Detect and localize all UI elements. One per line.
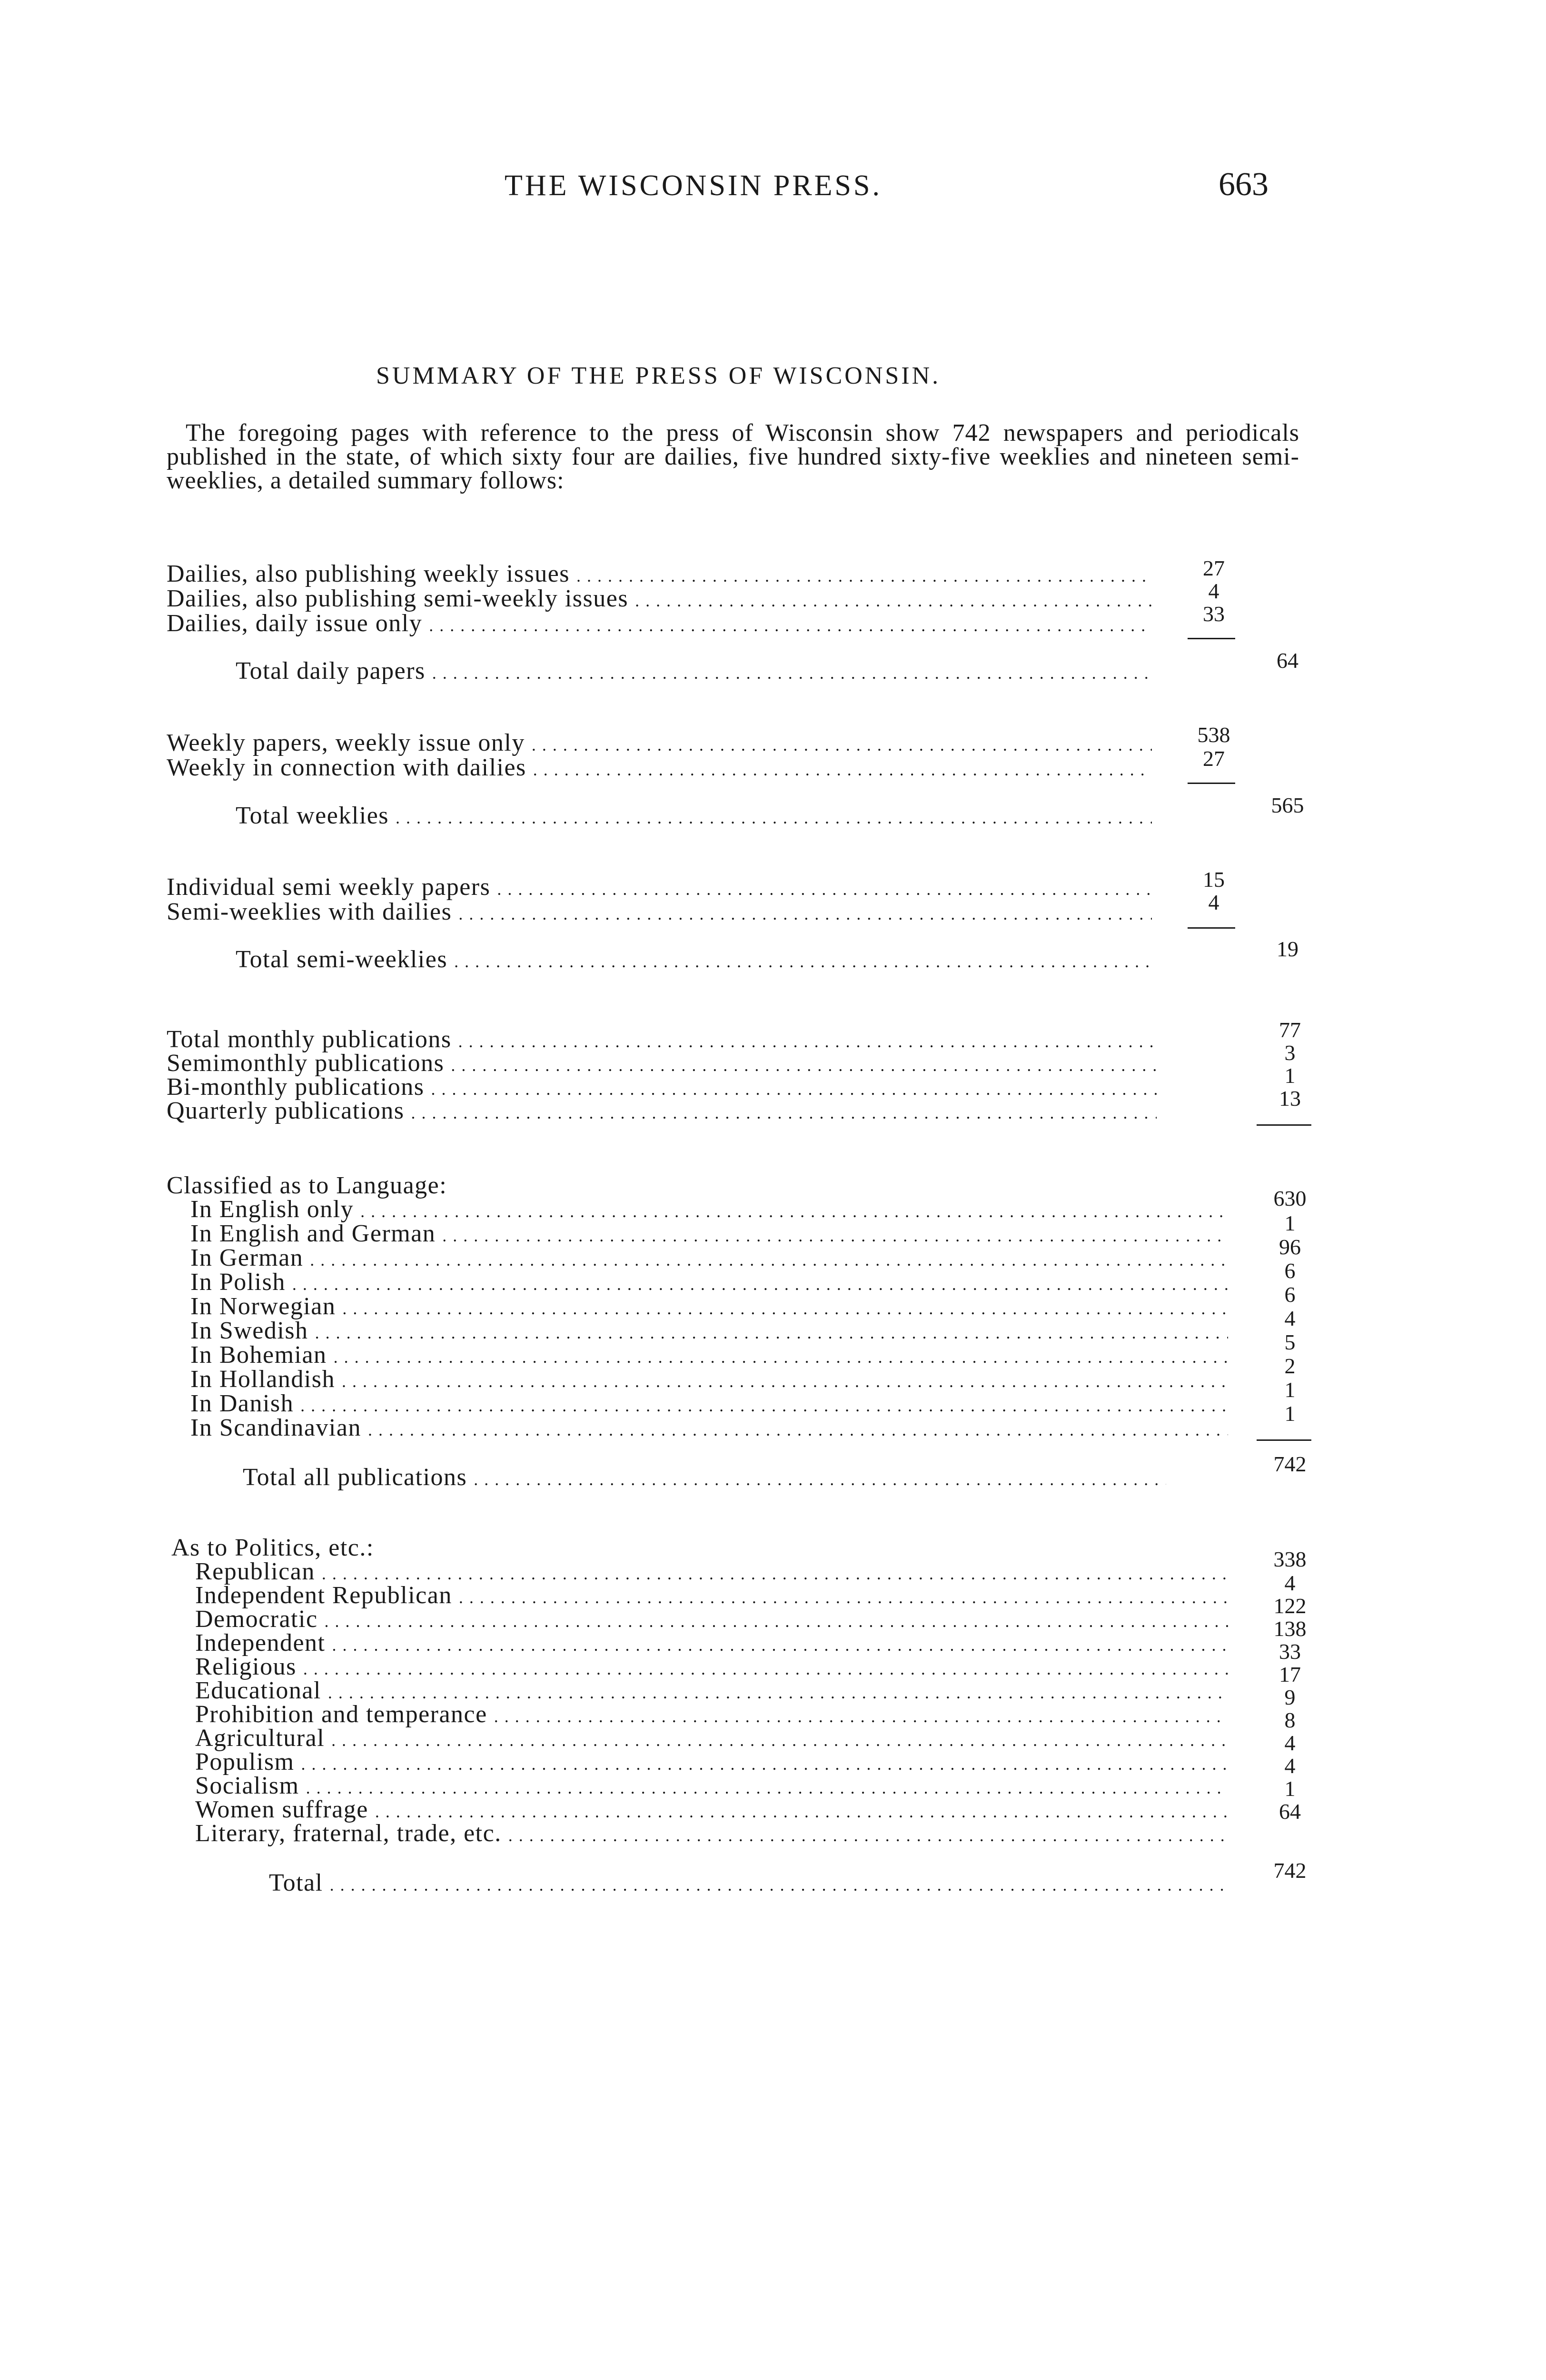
politics-value-socialism: 4 xyxy=(1284,1754,1296,1778)
language-value-scandinavian: 1 xyxy=(1284,1401,1296,1426)
leader-dots xyxy=(497,875,1152,902)
politics-value-independent: 138 xyxy=(1273,1616,1307,1641)
row-label: Educational xyxy=(195,1677,321,1704)
total-label: Total semi-weeklies xyxy=(236,946,448,973)
language-value-polish: 6 xyxy=(1284,1259,1296,1283)
politics-row-populism xyxy=(195,1750,1228,1776)
language-row-hollandish xyxy=(190,1367,1228,1394)
weeklies-total-row xyxy=(236,803,1152,830)
leader-dots xyxy=(459,1583,1228,1610)
row-label: In Swedish xyxy=(190,1317,308,1344)
subtotal-rule xyxy=(1188,783,1235,784)
row-label: In Hollandish xyxy=(190,1366,336,1393)
leader-dots xyxy=(508,1821,1228,1848)
politics-row-literary xyxy=(195,1821,1228,1848)
row-label: Democratic xyxy=(195,1606,318,1633)
row-label: Bi-monthly publications xyxy=(167,1073,425,1101)
leader-dots xyxy=(322,1559,1228,1586)
language-value-hollandish: 2 xyxy=(1284,1354,1296,1378)
leader-dots xyxy=(342,1367,1228,1394)
dailies-value-daily-only: 33 xyxy=(1203,602,1225,626)
politics-row-independent xyxy=(195,1631,1228,1657)
leader-dots xyxy=(325,1607,1228,1634)
leader-dots xyxy=(301,1750,1229,1776)
subtotal-rule xyxy=(1257,1124,1311,1126)
leader-dots xyxy=(442,1221,1228,1248)
leader-dots xyxy=(458,900,1152,926)
row-label: Dailies, also publishing semi-weekly issues xyxy=(167,585,629,612)
language-value-german: 96 xyxy=(1279,1235,1301,1259)
total-label: Total all publications xyxy=(243,1464,467,1491)
row-label: Prohibition and temperance xyxy=(195,1701,487,1728)
dailies-row-daily-only xyxy=(167,611,1152,638)
row-label: Semi-weeklies with dailies xyxy=(167,898,452,925)
language-row-swedish xyxy=(190,1319,1228,1345)
language-row-bohemian xyxy=(190,1343,1228,1369)
row-label: Religious xyxy=(195,1653,297,1680)
weeklies-row-weekly-only xyxy=(167,731,1152,757)
row-label: Dailies, also publishing weekly issues xyxy=(167,560,570,587)
politics-total-value: 742 xyxy=(1273,1858,1307,1883)
row-label: Individual semi weekly papers xyxy=(167,873,491,901)
language-total-value: 742 xyxy=(1273,1452,1307,1476)
politics-value-republican: 338 xyxy=(1273,1547,1307,1571)
semi-weeklies-value-with-dailies: 4 xyxy=(1208,890,1219,914)
leader-dots xyxy=(292,1270,1228,1297)
language-value-swedish: 4 xyxy=(1284,1306,1296,1330)
language-value-norwegian: 6 xyxy=(1284,1282,1296,1307)
leader-dots xyxy=(494,1702,1228,1729)
periodicals-value-monthly: 77 xyxy=(1279,1018,1301,1042)
politics-value-populism: 4 xyxy=(1284,1731,1296,1755)
politics-row-agricultural xyxy=(195,1726,1228,1753)
leader-dots xyxy=(303,1655,1228,1681)
language-heading xyxy=(167,1173,447,1198)
row-label: Socialism xyxy=(195,1772,299,1799)
language-value-english: 630 xyxy=(1273,1186,1307,1210)
language-row-scandinavian xyxy=(190,1416,1228,1442)
row-label: Independent xyxy=(195,1629,326,1656)
politics-value-independent-republican: 4 xyxy=(1284,1571,1296,1595)
politics-value-prohibition: 9 xyxy=(1284,1685,1296,1709)
periodicals-row-quarterly xyxy=(167,1099,1157,1125)
leader-dots xyxy=(429,611,1152,638)
leader-dots xyxy=(458,1027,1157,1054)
leader-dots xyxy=(375,1797,1228,1824)
politics-value-religious: 33 xyxy=(1279,1639,1301,1664)
leader-dots xyxy=(411,1099,1157,1125)
row-label: Independent Republican xyxy=(195,1582,452,1609)
row-label: Weekly in connection with dailies xyxy=(167,754,526,781)
politics-value-educational: 17 xyxy=(1279,1662,1301,1686)
language-row-german xyxy=(190,1246,1228,1272)
subtotal-rule xyxy=(1188,638,1235,639)
row-label: Dailies, daily issue only xyxy=(167,610,423,637)
leader-dots xyxy=(396,803,1152,830)
dailies-value-weekly: 27 xyxy=(1203,556,1225,580)
total-label: Total xyxy=(269,1869,323,1896)
politics-value-literary: 64 xyxy=(1279,1799,1301,1824)
dailies-value-semi-weekly: 4 xyxy=(1208,579,1219,603)
politics-value-democratic: 122 xyxy=(1273,1594,1307,1618)
row-label: In German xyxy=(190,1244,304,1271)
leader-dots xyxy=(306,1774,1228,1800)
leader-dots xyxy=(310,1246,1228,1272)
language-value-bohemian: 5 xyxy=(1284,1330,1296,1354)
page-number: 663 xyxy=(1219,166,1269,203)
leader-dots xyxy=(451,1051,1157,1078)
weeklies-row-with-dailies xyxy=(167,755,1152,782)
intro-paragraph: The foregoing pages with reference to the press of Wisconsin show 742 newspapers and periodicals published in the state, of which sixty four are dailies, five hundred sixty-five weeklies and nineteen semi-weeklies, a detailed summary follows: xyxy=(167,419,1299,494)
leader-dots xyxy=(330,1871,1228,1897)
leader-dots xyxy=(474,1465,1166,1492)
total-label: Total weeklies xyxy=(236,802,389,829)
row-label: In Polish xyxy=(190,1269,286,1296)
leader-dots xyxy=(576,562,1152,588)
leader-dots xyxy=(533,755,1152,782)
dailies-total-row xyxy=(236,659,1152,685)
politics-row-democratic xyxy=(195,1607,1228,1634)
leader-dots xyxy=(431,1075,1157,1101)
language-value-english-german: 1 xyxy=(1284,1211,1296,1235)
politics-row-independent-republican xyxy=(195,1583,1228,1610)
row-label: Semimonthly publications xyxy=(167,1050,445,1077)
politics-row-prohibition xyxy=(195,1702,1228,1729)
weeklies-value-weekly-only: 538 xyxy=(1197,723,1230,747)
row-label: In Danish xyxy=(190,1390,294,1417)
semi-weeklies-row-with-dailies xyxy=(167,900,1152,926)
semi-weeklies-row-individual xyxy=(167,875,1152,902)
row-label: In Norwegian xyxy=(190,1293,336,1320)
section-heading: Classified as to Language: xyxy=(167,1172,447,1199)
semi-weeklies-value-individual: 15 xyxy=(1203,867,1225,892)
weeklies-total-value: 565 xyxy=(1271,793,1304,817)
politics-heading xyxy=(171,1536,374,1560)
leader-dots xyxy=(635,586,1152,613)
leader-dots xyxy=(454,947,1152,974)
periodicals-value-quarterly: 13 xyxy=(1279,1086,1301,1111)
dailies-row-weekly xyxy=(167,562,1152,588)
language-row-english-german xyxy=(190,1221,1228,1248)
row-label: Weekly papers, weekly issue only xyxy=(167,729,525,756)
periodicals-value-semimonthly: 3 xyxy=(1284,1041,1296,1065)
leader-dots xyxy=(342,1294,1228,1321)
weeklies-value-with-dailies: 27 xyxy=(1203,746,1225,771)
row-label: Quarterly publications xyxy=(167,1097,405,1124)
semi-weeklies-total-value: 19 xyxy=(1277,937,1298,961)
language-total-row xyxy=(243,1465,1166,1492)
leader-dots xyxy=(300,1391,1228,1418)
section-heading: As to Politics, etc.: xyxy=(171,1534,374,1561)
leader-dots xyxy=(331,1726,1228,1753)
row-label: Total monthly publications xyxy=(167,1026,452,1053)
politics-total-row xyxy=(269,1871,1228,1897)
total-label: Total daily papers xyxy=(236,657,426,684)
dailies-total-value: 64 xyxy=(1277,648,1298,673)
leader-dots xyxy=(360,1197,1228,1224)
row-label: Agricultural xyxy=(195,1725,325,1752)
row-label: In Scandinavian xyxy=(190,1414,361,1441)
leader-dots xyxy=(332,1631,1228,1657)
leader-dots xyxy=(315,1319,1228,1345)
subtotal-rule xyxy=(1188,927,1235,929)
subtotal-rule xyxy=(1257,1439,1311,1441)
politics-value-agricultural: 8 xyxy=(1284,1708,1296,1732)
leader-dots xyxy=(532,731,1152,757)
row-label: Literary, fraternal, trade, etc. xyxy=(195,1820,502,1847)
row-label: Republican xyxy=(195,1558,315,1585)
running-header-title: THE WISCONSIN PRESS. xyxy=(505,169,882,202)
row-label: In English and German xyxy=(190,1220,436,1247)
language-value-danish: 1 xyxy=(1284,1378,1296,1402)
row-label: Women suffrage xyxy=(195,1796,368,1823)
row-label: In Bohemian xyxy=(190,1341,327,1368)
leader-dots xyxy=(368,1416,1228,1442)
leader-dots xyxy=(432,659,1152,685)
semi-weeklies-total-row xyxy=(236,947,1152,974)
leader-dots xyxy=(334,1343,1228,1369)
language-row-polish xyxy=(190,1270,1228,1297)
politics-row-religious xyxy=(195,1655,1228,1681)
dailies-row-semi-weekly xyxy=(167,586,1152,613)
row-label: Populism xyxy=(195,1748,295,1775)
section-title: SUMMARY OF THE PRESS OF WISCONSIN. xyxy=(376,362,941,389)
language-row-norwegian xyxy=(190,1294,1228,1321)
politics-value-women-suffrage: 1 xyxy=(1284,1776,1296,1801)
row-label: In English only xyxy=(190,1196,354,1223)
periodicals-value-bimonthly: 1 xyxy=(1284,1063,1296,1088)
